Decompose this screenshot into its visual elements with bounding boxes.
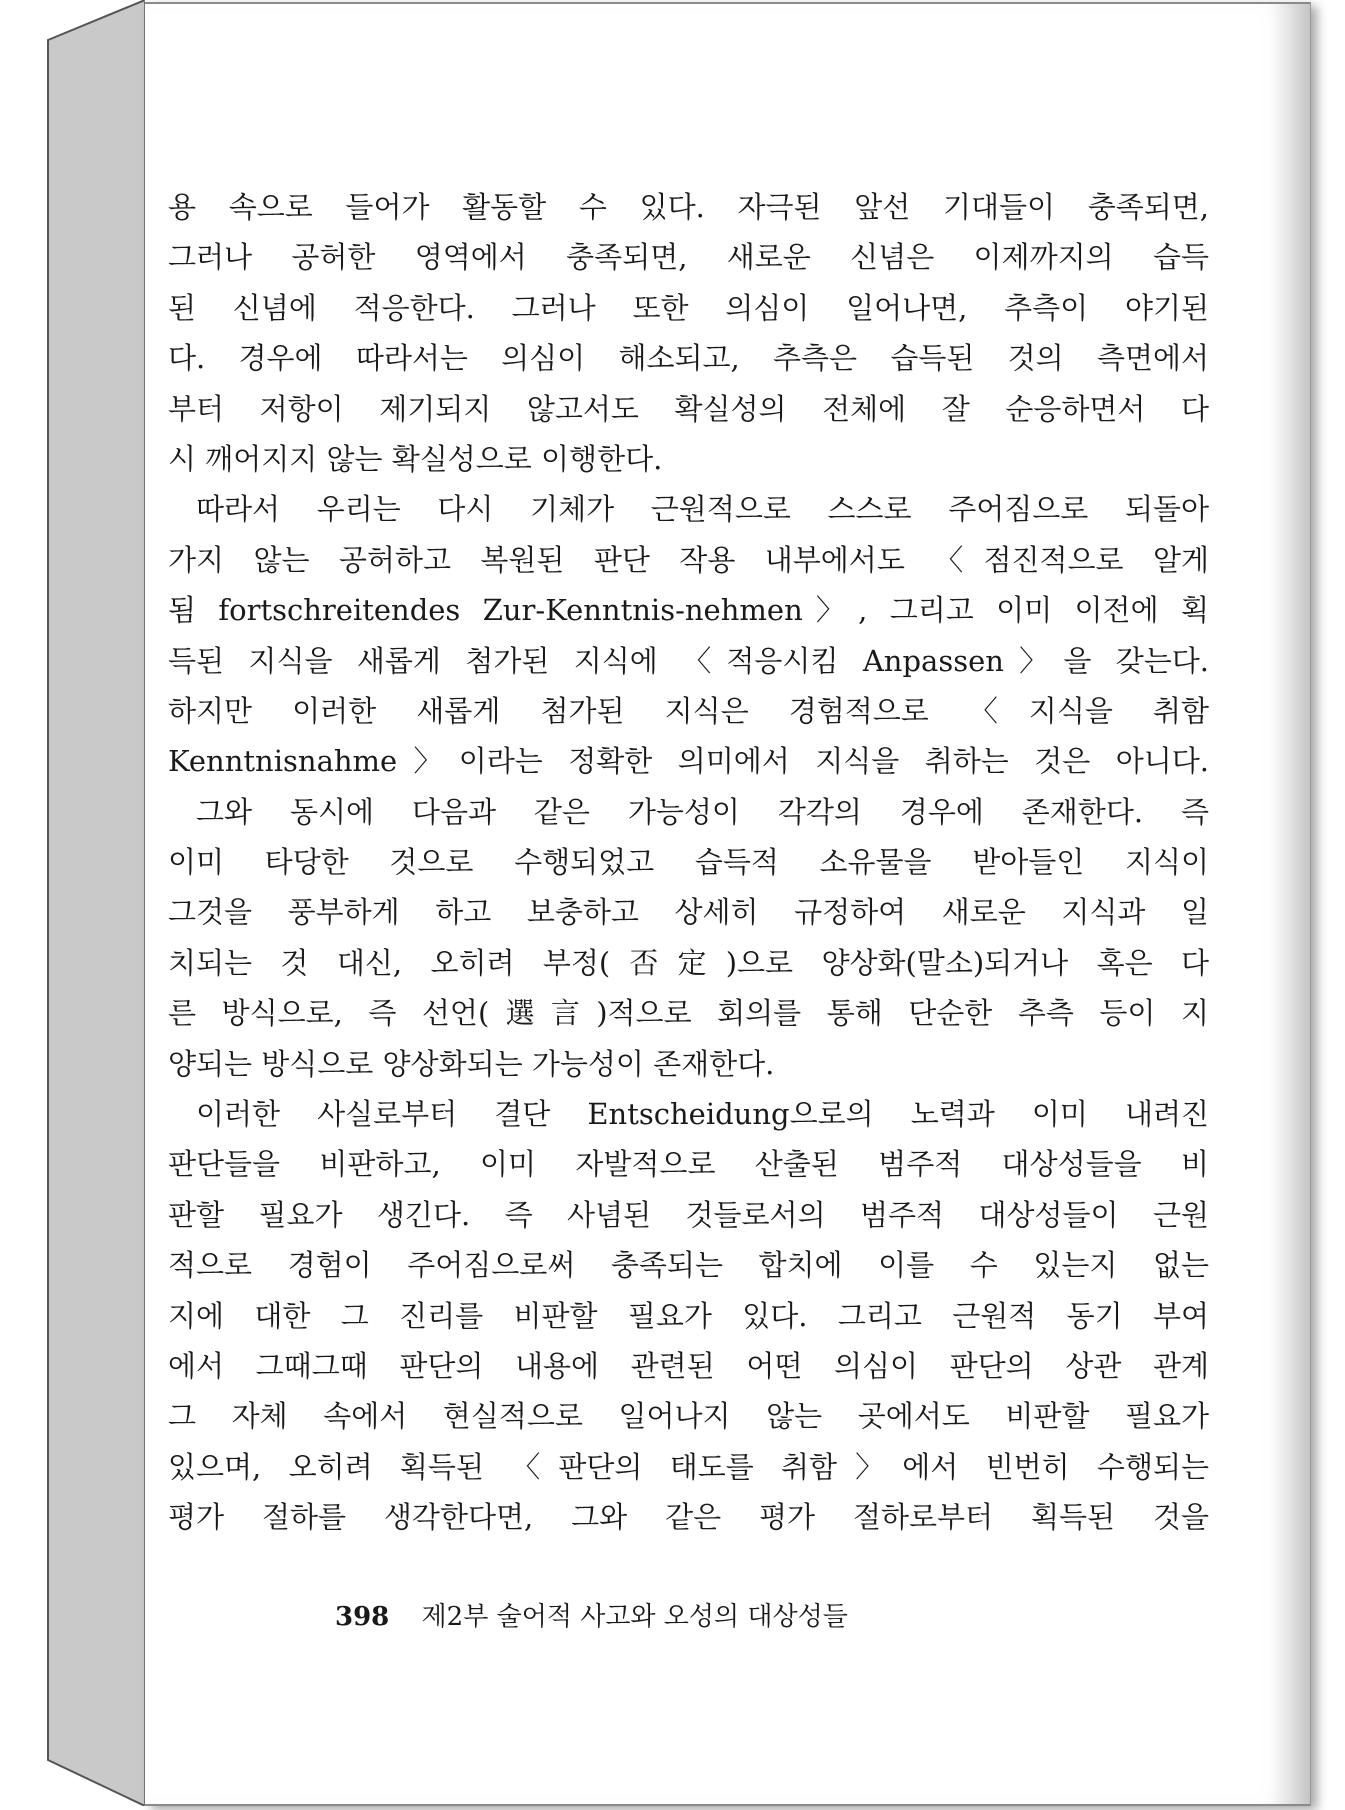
text-line: 부터 저항이 제기되지 않고서도 확실성의 전체에 잘 순응하면서 다 [168,391,1209,426]
text-line: 판단들을 비판하고, 이미 자발적으로 산출된 범주적 대상성들을 비 [168,1147,1209,1182]
text-line: 치되는 것 대신, 오히려 부정(否定)으로 양상화(말소)되거나 혹은 다 [168,945,1209,980]
text-line: 판할 필요가 생긴다. 즉 사념된 것들로서의 범주적 대상성들이 근원 [168,1197,1209,1232]
running-head: 제2부 술어적 사고와 오성의 대상성들 [421,1602,848,1632]
text-line: 이러한 사실로부터 결단 Entscheidung으로의 노력과 이미 내려진 [196,1097,1209,1132]
text-line: 그 자체 속에서 현실적으로 일어나지 않는 곳에서도 비판할 필요가 [168,1399,1209,1434]
text-line: 적으로 경험이 주어짐으로써 충족되는 합치에 이를 수 있는지 없는 [168,1248,1209,1283]
page-edge-shadow [1270,4,1310,1804]
text-line: 그와 동시에 다음과 같은 가능성이 각각의 경우에 존재한다. 즉 [196,794,1209,829]
page-footer [335,1596,848,1633]
text-line: 됨 fortschreitendes Zur-Kenntnis-nehmen〉, 그리고 이미 이전에 획 [168,593,1209,628]
text-line: 평가 절하를 생각한다면, 그와 같은 평가 절하로부터 획득된 것을 [168,1500,1209,1535]
text-line: Kenntnisnahme〉이라는 정확한 의미에서 지식을 취하는 것은 아니다. [168,744,1209,779]
text-line: 그러나 공허한 영역에서 충족되면, 새로운 신념은 이제까지의 습득 [168,240,1209,275]
page-number: 398 [335,1602,390,1632]
text-line: 된 신념에 적응한다. 그러나 또한 의심이 일어나면, 추측이 야기된 [168,290,1209,325]
text-line: 그것을 풍부하게 하고 보충하고 상세히 규정하여 새로운 지식과 일 [168,895,1209,930]
text-line: 용 속으로 들어가 활동할 수 있다. 자극된 앞선 기대들이 충족되면, [168,190,1209,224]
text-line: 하지만 이러한 새롭게 첨가된 지식은 경험적으로 〈지식을 취함 [168,693,1209,728]
text-line: 가지 않는 공허하고 복원된 판단 작용 내부에서도 〈점진적으로 알게 [168,542,1209,577]
text-line: 따라서 우리는 다시 기체가 근원적으로 스스로 주어짐으로 되돌아 [196,492,1209,527]
text-line: 있으며, 오히려 획득된 〈판단의 태도를 취함〉에서 빈번히 수행되는 [168,1449,1209,1484]
text-line: 지에 대한 그 진리를 비판할 필요가 있다. 그리고 근원적 동기 부여 [168,1298,1209,1333]
text-line: 이미 타당한 것으로 수행되었고 습득적 소유물을 받아들인 지식이 [168,845,1209,880]
text-line: 에서 그때그때 판단의 내용에 관련된 어떤 의심이 판단의 상관 관계 [168,1348,1209,1383]
text-line: 득된 지식을 새롭게 첨가된 지식에 〈적응시킴 Anpassen〉을 갖는다. [168,643,1209,678]
text-line: 시 깨어지지 않는 확실성으로 이행한다. [168,441,663,476]
text-line: 른 방식으로, 즉 선언(選言)적으로 회의를 통해 단순한 추측 등이 지 [168,996,1209,1031]
text-line: 양되는 방식으로 양상화되는 가능성이 존재한다. [168,1046,775,1081]
body-text [168,182,1209,1543]
text-line: 다. 경우에 따라서는 의심이 해소되고, 추측은 습득된 것의 측면에서 [168,341,1209,376]
book-spine-graphic [0,0,145,1806]
book-spine [0,0,145,1806]
